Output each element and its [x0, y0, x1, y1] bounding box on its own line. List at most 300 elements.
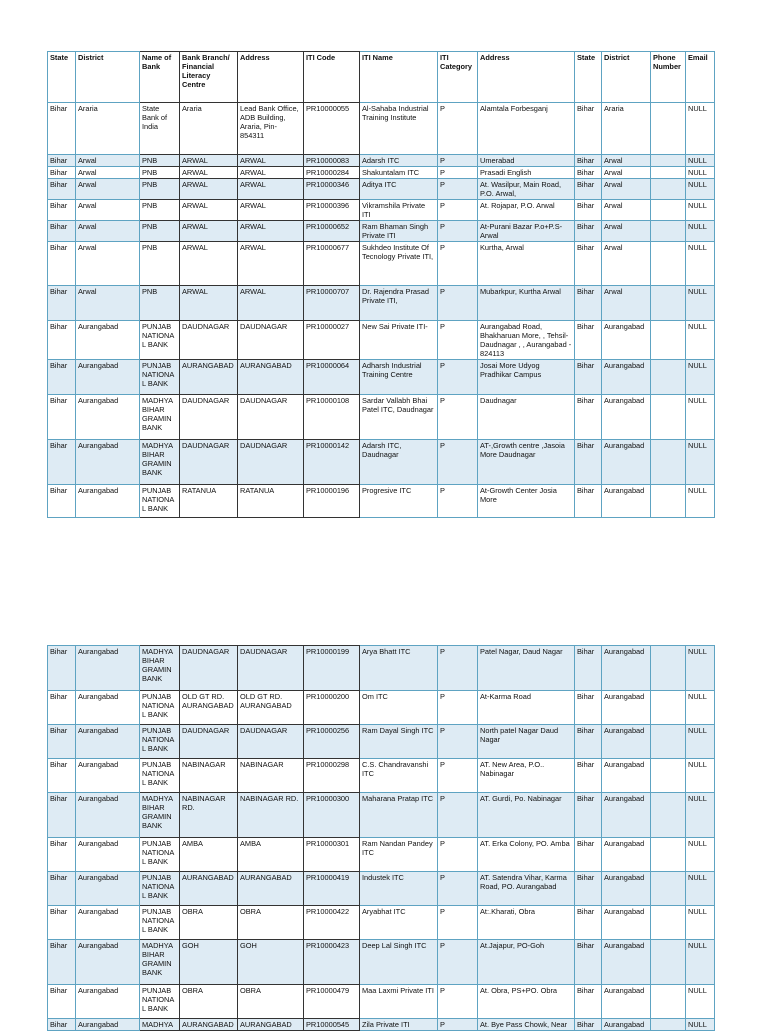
- iti-district-cell: Aurangabad: [602, 395, 651, 440]
- iti-name-cell: Adharsh Industrial Training Centre: [360, 360, 438, 395]
- bank-name-cell: State Bank of India: [140, 103, 180, 155]
- phone-number-cell: [651, 155, 686, 167]
- phone-number-cell: [651, 321, 686, 360]
- table-row: [48, 103, 715, 155]
- iti-address-cell: Mubarkpur, Kurtha Arwal: [478, 286, 575, 321]
- iti-name-cell: Maharana Pratap ITC: [360, 793, 438, 838]
- iti-code-cell: PR10000707: [304, 286, 360, 321]
- state-cell: Bihar: [48, 725, 76, 759]
- bank-branch-cell: DAUDNAGAR: [180, 395, 238, 440]
- iti-state-cell: Bihar: [575, 691, 602, 725]
- iti-address-cell: At.Jajapur, PO-Goh: [478, 940, 575, 985]
- bank-name-cell: MADHYA BIHAR GRAMIN BANK: [140, 440, 180, 485]
- iti-code-cell: PR10000301: [304, 838, 360, 872]
- state-cell: Bihar: [48, 221, 76, 242]
- iti-address-cell: At. Bye Pass Chowk, Near: [478, 1019, 575, 1031]
- district-cell: Arwal: [76, 242, 140, 286]
- district-cell: Aurangabad: [76, 321, 140, 360]
- header-bank-address: Address: [238, 52, 304, 103]
- table-row: [48, 725, 715, 759]
- district-cell: Aurangabad: [76, 793, 140, 838]
- phone-number-cell: [651, 286, 686, 321]
- iti-name-cell: Progresive ITC: [360, 485, 438, 518]
- iti-district-cell: Arwal: [602, 200, 651, 221]
- iti-address-cell: Daudnagar: [478, 395, 575, 440]
- iti-district-cell: Aurangabad: [602, 321, 651, 360]
- email-cell: NULL: [686, 242, 715, 286]
- iti-table-top: [47, 51, 715, 518]
- bank-address-cell: RATANUA: [238, 485, 304, 518]
- bank-address-cell: OBRA: [238, 985, 304, 1019]
- email-cell: NULL: [686, 691, 715, 725]
- district-cell: Aurangabad: [76, 872, 140, 906]
- iti-address-cell: Alamtala Forbesganj: [478, 103, 575, 155]
- table-row: [48, 793, 715, 838]
- bank-name-cell: MADHYA BIHAR GRAMIN BANK: [140, 395, 180, 440]
- iti-name-cell: Sukhdeo Institute Of Tecnology Private ITI,: [360, 242, 438, 286]
- bank-name-cell: PUNJAB NATIONA L BANK: [140, 321, 180, 360]
- iti-address-cell: At. Obra, PS+PO. Obra: [478, 985, 575, 1019]
- bank-name-cell: PUNJAB NATIONA L BANK: [140, 906, 180, 940]
- iti-district-cell: Aurangabad: [602, 872, 651, 906]
- iti-district-cell: Aurangabad: [602, 906, 651, 940]
- header-iti-state: State: [575, 52, 602, 103]
- iti-state-cell: Bihar: [575, 793, 602, 838]
- district-cell: Aurangabad: [76, 691, 140, 725]
- iti-state-cell: Bihar: [575, 221, 602, 242]
- iti-state-cell: Bihar: [575, 155, 602, 167]
- district-cell: Arwal: [76, 200, 140, 221]
- table-row: [48, 1019, 715, 1031]
- header-iti-name: ITI Name: [360, 52, 438, 103]
- iti-address-cell: At. Rojapar, P.O. Arwal: [478, 200, 575, 221]
- iti-address-cell: AT. New Area, P.O.. Nabinagar: [478, 759, 575, 793]
- bank-branch-cell: DAUDNAGAR: [180, 321, 238, 360]
- state-cell: Bihar: [48, 200, 76, 221]
- iti-category-cell: P: [438, 440, 478, 485]
- bank-branch-cell: RATANUA: [180, 485, 238, 518]
- bank-name-cell: PNB: [140, 221, 180, 242]
- bank-address-cell: Lead Bank Office, ADB Building, Araria, Pin- 854311: [238, 103, 304, 155]
- iti-district-cell: Arwal: [602, 155, 651, 167]
- bank-name-cell: PNB: [140, 200, 180, 221]
- header-row: [48, 52, 715, 103]
- table-row: [48, 906, 715, 940]
- email-cell: NULL: [686, 179, 715, 200]
- header-bank-branch: Bank Branch/ Financial Literacy Centre: [180, 52, 238, 103]
- iti-address-cell: North patel Nagar Daud Nagar: [478, 725, 575, 759]
- state-cell: Bihar: [48, 906, 76, 940]
- table-row: [48, 646, 715, 691]
- state-cell: Bihar: [48, 155, 76, 167]
- bank-branch-cell: ARWAL: [180, 155, 238, 167]
- phone-number-cell: [651, 725, 686, 759]
- district-cell: Arwal: [76, 167, 140, 179]
- phone-number-cell: [651, 167, 686, 179]
- table-row: [48, 155, 715, 167]
- iti-district-cell: Arwal: [602, 242, 651, 286]
- iti-name-cell: C.S. Chandravanshi ITC: [360, 759, 438, 793]
- email-cell: NULL: [686, 395, 715, 440]
- iti-code-cell: PR10000652: [304, 221, 360, 242]
- iti-table-bottom: [47, 645, 715, 1031]
- bank-name-cell: PNB: [140, 286, 180, 321]
- bank-branch-cell: NABINAGAR RD.: [180, 793, 238, 838]
- iti-code-cell: PR10000479: [304, 985, 360, 1019]
- phone-number-cell: [651, 242, 686, 286]
- iti-category-cell: P: [438, 940, 478, 985]
- bank-address-cell: DAUDNAGAR: [238, 646, 304, 691]
- bank-address-cell: ARWAL: [238, 242, 304, 286]
- district-cell: Aurangabad: [76, 646, 140, 691]
- bank-address-cell: NABINAGAR RD.: [238, 793, 304, 838]
- state-cell: Bihar: [48, 286, 76, 321]
- iti-category-cell: P: [438, 242, 478, 286]
- bank-address-cell: AURANGABAD: [238, 872, 304, 906]
- bank-address-cell: ARWAL: [238, 286, 304, 321]
- iti-name-cell: Ram Dayal Singh ITC: [360, 725, 438, 759]
- iti-address-cell: At. Wasilpur, Main Road, P.O. Arwal,: [478, 179, 575, 200]
- bank-branch-cell: GOH: [180, 940, 238, 985]
- state-cell: Bihar: [48, 1019, 76, 1031]
- phone-number-cell: [651, 103, 686, 155]
- iti-code-cell: PR10000256: [304, 725, 360, 759]
- state-cell: Bihar: [48, 985, 76, 1019]
- iti-category-cell: P: [438, 985, 478, 1019]
- district-cell: Aurangabad: [76, 725, 140, 759]
- email-cell: NULL: [686, 646, 715, 691]
- bank-address-cell: GOH: [238, 940, 304, 985]
- district-cell: Aurangabad: [76, 1019, 140, 1031]
- email-cell: NULL: [686, 286, 715, 321]
- phone-number-cell: [651, 906, 686, 940]
- email-cell: NULL: [686, 360, 715, 395]
- state-cell: Bihar: [48, 321, 76, 360]
- iti-code-cell: PR10000396: [304, 200, 360, 221]
- iti-category-cell: P: [438, 872, 478, 906]
- iti-state-cell: Bihar: [575, 167, 602, 179]
- bank-name-cell: MADHYA BIHAR GRAMIN BANK: [140, 646, 180, 691]
- phone-number-cell: [651, 360, 686, 395]
- iti-code-cell: PR10000200: [304, 691, 360, 725]
- iti-code-cell: PR10000422: [304, 906, 360, 940]
- table-row: [48, 242, 715, 286]
- iti-category-cell: P: [438, 793, 478, 838]
- phone-number-cell: [651, 940, 686, 985]
- district-cell: Aurangabad: [76, 940, 140, 985]
- iti-code-cell: PR10000196: [304, 485, 360, 518]
- bank-branch-cell: OLD GT RD. AURANGABAD: [180, 691, 238, 725]
- iti-code-cell: PR10000055: [304, 103, 360, 155]
- bank-address-cell: DAUDNAGAR: [238, 725, 304, 759]
- email-cell: NULL: [686, 200, 715, 221]
- iti-category-cell: P: [438, 1019, 478, 1031]
- phone-number-cell: [651, 179, 686, 200]
- email-cell: NULL: [686, 838, 715, 872]
- iti-category-cell: P: [438, 221, 478, 242]
- iti-state-cell: Bihar: [575, 485, 602, 518]
- table-row: [48, 440, 715, 485]
- header-phone-number: Phone Number: [651, 52, 686, 103]
- email-cell: NULL: [686, 221, 715, 242]
- bank-branch-cell: AURANGABAD: [180, 872, 238, 906]
- iti-category-cell: P: [438, 725, 478, 759]
- iti-state-cell: Bihar: [575, 940, 602, 985]
- iti-category-cell: P: [438, 155, 478, 167]
- bank-name-cell: PNB: [140, 155, 180, 167]
- iti-address-cell: Umerabad: [478, 155, 575, 167]
- iti-name-cell: Shakuntalam ITC: [360, 167, 438, 179]
- email-cell: NULL: [686, 872, 715, 906]
- state-cell: Bihar: [48, 103, 76, 155]
- iti-category-cell: P: [438, 286, 478, 321]
- bank-address-cell: OLD GT RD. AURANGABAD: [238, 691, 304, 725]
- district-cell: Aurangabad: [76, 360, 140, 395]
- iti-name-cell: Aditya ITC: [360, 179, 438, 200]
- iti-name-cell: Ram Nandan Pandey ITC: [360, 838, 438, 872]
- email-cell: NULL: [686, 759, 715, 793]
- iti-state-cell: Bihar: [575, 242, 602, 286]
- iti-name-cell: Om ITC: [360, 691, 438, 725]
- bank-address-cell: ARWAL: [238, 155, 304, 167]
- iti-name-cell: Sardar Vallabh Bhai Patel ITC, Daudnagar: [360, 395, 438, 440]
- iti-district-cell: Arwal: [602, 179, 651, 200]
- phone-number-cell: [651, 395, 686, 440]
- iti-state-cell: Bihar: [575, 759, 602, 793]
- header-iti-district: District: [602, 52, 651, 103]
- table-row: [48, 395, 715, 440]
- bank-branch-cell: ARWAL: [180, 167, 238, 179]
- email-cell: NULL: [686, 321, 715, 360]
- bank-address-cell: ARWAL: [238, 179, 304, 200]
- iti-category-cell: P: [438, 360, 478, 395]
- iti-state-cell: Bihar: [575, 725, 602, 759]
- iti-name-cell: Industek ITC: [360, 872, 438, 906]
- bank-name-cell: PUNJAB NATIONA L BANK: [140, 838, 180, 872]
- iti-state-cell: Bihar: [575, 321, 602, 360]
- iti-state-cell: Bihar: [575, 286, 602, 321]
- table-row: [48, 759, 715, 793]
- header-iti-address: Address: [478, 52, 575, 103]
- iti-address-cell: AT. Gurdi, Po. Nabinagar: [478, 793, 575, 838]
- email-cell: NULL: [686, 793, 715, 838]
- bank-name-cell: PUNJAB NATIONA L BANK: [140, 485, 180, 518]
- bank-branch-cell: NABINAGAR: [180, 759, 238, 793]
- iti-name-cell: New Sai Private ITI-: [360, 321, 438, 360]
- iti-name-cell: Adarsh ITC, Daudnagar: [360, 440, 438, 485]
- email-cell: NULL: [686, 485, 715, 518]
- email-cell: NULL: [686, 103, 715, 155]
- bank-branch-cell: ARWAL: [180, 179, 238, 200]
- iti-district-cell: Aurangabad: [602, 940, 651, 985]
- iti-district-cell: Aurangabad: [602, 485, 651, 518]
- bank-name-cell: PNB: [140, 179, 180, 200]
- district-cell: Aurangabad: [76, 985, 140, 1019]
- iti-district-cell: Aurangabad: [602, 759, 651, 793]
- iti-state-cell: Bihar: [575, 646, 602, 691]
- state-cell: Bihar: [48, 691, 76, 725]
- table-row: [48, 286, 715, 321]
- iti-district-cell: Aurangabad: [602, 793, 651, 838]
- bank-name-cell: PNB: [140, 167, 180, 179]
- bank-name-cell: PUNJAB NATIONA L BANK: [140, 872, 180, 906]
- iti-district-cell: Aurangabad: [602, 691, 651, 725]
- bank-name-cell: PUNJAB NATIONA L BANK: [140, 759, 180, 793]
- iti-category-cell: P: [438, 485, 478, 518]
- district-cell: Aurangabad: [76, 485, 140, 518]
- bank-address-cell: NABINAGAR: [238, 759, 304, 793]
- email-cell: NULL: [686, 167, 715, 179]
- iti-state-cell: Bihar: [575, 395, 602, 440]
- phone-number-cell: [651, 872, 686, 906]
- iti-category-cell: P: [438, 395, 478, 440]
- phone-number-cell: [651, 440, 686, 485]
- state-cell: Bihar: [48, 759, 76, 793]
- iti-category-cell: P: [438, 321, 478, 360]
- bank-address-cell: ARWAL: [238, 200, 304, 221]
- phone-number-cell: [651, 485, 686, 518]
- state-cell: Bihar: [48, 485, 76, 518]
- iti-state-cell: Bihar: [575, 360, 602, 395]
- email-cell: NULL: [686, 155, 715, 167]
- state-cell: Bihar: [48, 940, 76, 985]
- district-cell: Arwal: [76, 155, 140, 167]
- table-row: [48, 940, 715, 985]
- bank-name-cell: PUNJAB NATIONA L BANK: [140, 691, 180, 725]
- table-row: [48, 485, 715, 518]
- table-row: [48, 691, 715, 725]
- bank-branch-cell: OBRA: [180, 985, 238, 1019]
- state-cell: Bihar: [48, 360, 76, 395]
- district-cell: Arwal: [76, 179, 140, 200]
- bank-branch-cell: OBRA: [180, 906, 238, 940]
- iti-district-cell: Arwal: [602, 167, 651, 179]
- email-cell: NULL: [686, 1019, 715, 1031]
- iti-district-cell: Aurangabad: [602, 725, 651, 759]
- email-cell: NULL: [686, 940, 715, 985]
- iti-category-cell: P: [438, 646, 478, 691]
- bank-address-cell: ARWAL: [238, 221, 304, 242]
- state-cell: Bihar: [48, 793, 76, 838]
- table-row: [48, 321, 715, 360]
- table-row: [48, 872, 715, 906]
- bank-address-cell: OBRA: [238, 906, 304, 940]
- header-district: District: [76, 52, 140, 103]
- iti-category-cell: P: [438, 838, 478, 872]
- phone-number-cell: [651, 200, 686, 221]
- bank-address-cell: DAUDNAGAR: [238, 440, 304, 485]
- phone-number-cell: [651, 838, 686, 872]
- iti-state-cell: Bihar: [575, 838, 602, 872]
- iti-code-cell: PR10000300: [304, 793, 360, 838]
- bank-address-cell: AURANGABAD: [238, 1019, 304, 1031]
- iti-state-cell: Bihar: [575, 1019, 602, 1031]
- bank-branch-cell: ARWAL: [180, 221, 238, 242]
- bank-branch-cell: AURANGABAD: [180, 1019, 238, 1031]
- state-cell: Bihar: [48, 395, 76, 440]
- email-cell: NULL: [686, 440, 715, 485]
- bank-address-cell: AURANGABAD: [238, 360, 304, 395]
- iti-name-cell: Vikramshila Private ITI: [360, 200, 438, 221]
- iti-code-cell: PR10000108: [304, 395, 360, 440]
- district-cell: Arwal: [76, 221, 140, 242]
- iti-category-cell: P: [438, 759, 478, 793]
- iti-address-cell: Aurangabad Road, Bhakharuan More, , Tehsil-Daudnagar , , Aurangabad - 824113: [478, 321, 575, 360]
- iti-district-cell: Aurangabad: [602, 1019, 651, 1031]
- iti-state-cell: Bihar: [575, 179, 602, 200]
- header-iti-code: ITI Code: [304, 52, 360, 103]
- iti-state-cell: Bihar: [575, 985, 602, 1019]
- bank-name-cell: MADHYA: [140, 1019, 180, 1031]
- header-bank-name: Name of Bank: [140, 52, 180, 103]
- iti-address-cell: At-Growth Center Josia More: [478, 485, 575, 518]
- bank-name-cell: PNB: [140, 242, 180, 286]
- iti-name-cell: Arya Bhatt ITC: [360, 646, 438, 691]
- phone-number-cell: [651, 646, 686, 691]
- district-cell: Araria: [76, 103, 140, 155]
- table-row: [48, 221, 715, 242]
- bank-branch-cell: DAUDNAGAR: [180, 725, 238, 759]
- state-cell: Bihar: [48, 440, 76, 485]
- header-iti-category: ITI Category: [438, 52, 478, 103]
- iti-category-cell: P: [438, 103, 478, 155]
- email-cell: NULL: [686, 725, 715, 759]
- iti-code-cell: PR10000298: [304, 759, 360, 793]
- table-row: [48, 360, 715, 395]
- iti-address-cell: Josai More Udyog Pradhikar Campus: [478, 360, 575, 395]
- bank-name-cell: PUNJAB NATIONA L BANK: [140, 985, 180, 1019]
- bank-name-cell: PUNJAB NATIONA L BANK: [140, 725, 180, 759]
- iti-district-cell: Aurangabad: [602, 440, 651, 485]
- iti-district-cell: Arwal: [602, 221, 651, 242]
- table-row: [48, 179, 715, 200]
- iti-code-cell: PR10000545: [304, 1019, 360, 1031]
- iti-district-cell: Aurangabad: [602, 985, 651, 1019]
- iti-code-cell: PR10000142: [304, 440, 360, 485]
- district-cell: Arwal: [76, 286, 140, 321]
- iti-address-cell: AT. Erka Colony, PO. Amba: [478, 838, 575, 872]
- phone-number-cell: [651, 221, 686, 242]
- iti-address-cell: At-Purani Bazar P.o+P.S- Arwal: [478, 221, 575, 242]
- bank-name-cell: PUNJAB NATIONA L BANK: [140, 360, 180, 395]
- bank-branch-cell: ARWAL: [180, 200, 238, 221]
- bank-address-cell: DAUDNAGAR: [238, 395, 304, 440]
- phone-number-cell: [651, 691, 686, 725]
- header-state: State: [48, 52, 76, 103]
- district-cell: Aurangabad: [76, 759, 140, 793]
- iti-district-cell: Aurangabad: [602, 360, 651, 395]
- iti-code-cell: PR10000199: [304, 646, 360, 691]
- table-row: [48, 167, 715, 179]
- bank-address-cell: ARWAL: [238, 167, 304, 179]
- bank-branch-cell: Araria: [180, 103, 238, 155]
- bank-branch-cell: ARWAL: [180, 286, 238, 321]
- bank-branch-cell: ARWAL: [180, 242, 238, 286]
- iti-code-cell: PR10000284: [304, 167, 360, 179]
- iti-name-cell: Aryabhat ITC: [360, 906, 438, 940]
- state-cell: Bihar: [48, 242, 76, 286]
- iti-code-cell: PR10000423: [304, 940, 360, 985]
- iti-category-cell: P: [438, 167, 478, 179]
- iti-category-cell: P: [438, 179, 478, 200]
- iti-state-cell: Bihar: [575, 200, 602, 221]
- iti-code-cell: PR10000083: [304, 155, 360, 167]
- bank-branch-cell: AMBA: [180, 838, 238, 872]
- iti-address-cell: At:.Kharati, Obra: [478, 906, 575, 940]
- bank-branch-cell: DAUDNAGAR: [180, 440, 238, 485]
- table-row: [48, 985, 715, 1019]
- iti-state-cell: Bihar: [575, 440, 602, 485]
